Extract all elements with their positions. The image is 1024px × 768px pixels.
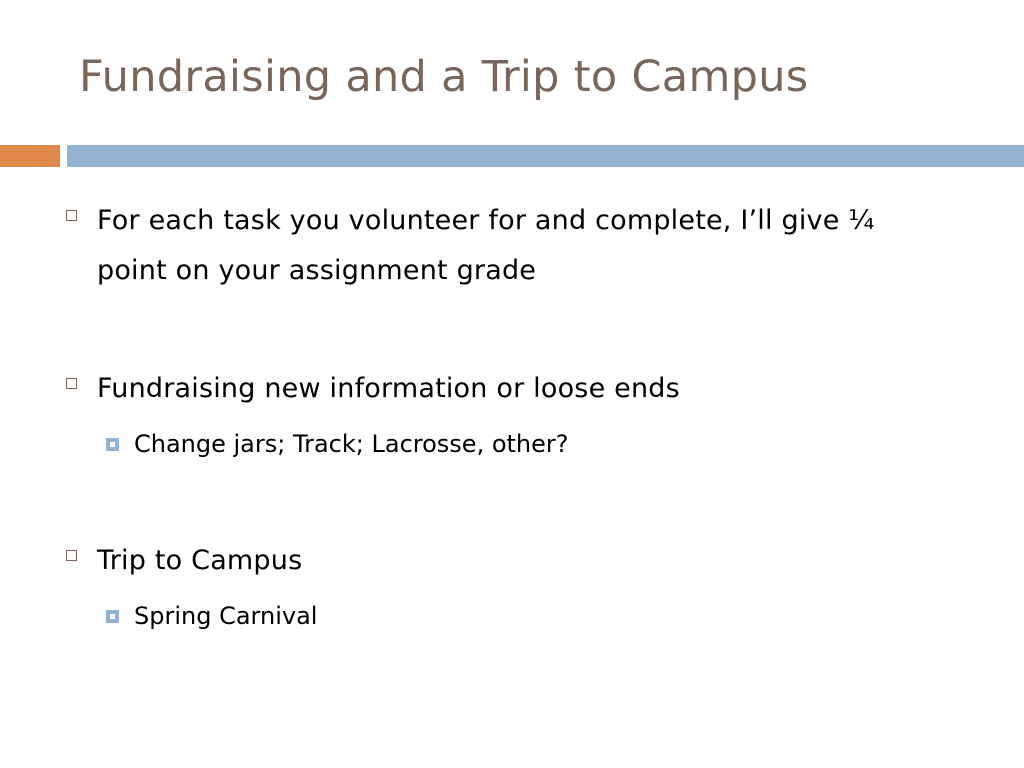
filled-square-bullet-icon bbox=[106, 610, 119, 623]
sub-bullet-text: Spring Carnival bbox=[134, 602, 318, 630]
bullet-text: For each task you volunteer for and complete, I’ll give ¼ point on your assignment grade bbox=[97, 205, 875, 286]
hollow-square-bullet-icon bbox=[66, 550, 77, 561]
bullet-text: Trip to Campus bbox=[97, 545, 303, 576]
bullet-text: Fundraising new information or loose ends bbox=[97, 373, 680, 404]
slide-title: Fundraising and a Trip to Campus bbox=[79, 52, 809, 102]
hollow-square-bullet-icon bbox=[66, 378, 77, 389]
title-rule-accent-blue bbox=[67, 145, 1024, 167]
filled-square-bullet-icon bbox=[106, 438, 119, 451]
hollow-square-bullet-icon bbox=[66, 210, 77, 221]
sub-bullet-text: Change jars; Track; Lacrosse, other? bbox=[134, 430, 569, 458]
title-rule-accent-orange bbox=[0, 145, 60, 167]
